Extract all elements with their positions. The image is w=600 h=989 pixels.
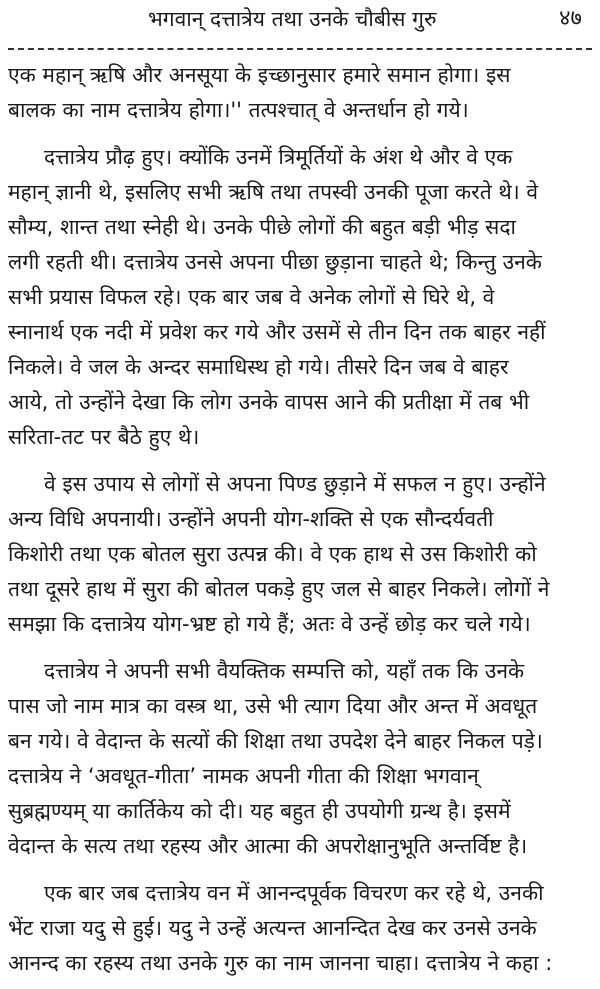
text-line: लगी रहती थी। दत्तात्रेय उनसे अपना पीछा छुड़ाना चाहते थे; किन्तु उनके — [8, 250, 542, 274]
text-line: सरिता-तट पर बैठे हुए थे। — [8, 425, 200, 449]
text-line: बालक का नाम दत्तात्रेय होगा।'' तत्पश्चात् वे अन्तर्धान हो गये। — [8, 98, 469, 122]
text-line: बन गये। वे वेदान्त के सत्यों की शिक्षा तथा उपदेश देने बाहर निकल पड़े। — [8, 729, 543, 753]
text-line: आनन्द का रहस्य तथा उनके गुरु का नाम जानना चाहा। दत्तात्रेय ने कहा : — [8, 951, 553, 975]
text-line: भेंट राजा यदु से हुई। यदु ने उन्हें अत्यन्त आनन्दित देख कर उनसे उनके — [8, 916, 537, 940]
paragraph — [8, 58, 592, 128]
text-line: पास जो नाम मात्र का वस्त्र था, उसे भी त्याग दिया और अन्त में अवधूत — [8, 694, 538, 718]
text-line: सौम्य, शान्त तथा स्नेही थे। उनके पीछे लोगों की बहुत बड़ी भीड़ सदा — [8, 215, 516, 239]
text-line: तथा दूसरे हाथ में सुरा की बोतल पकड़े हुए जल से बाहर निकले। लोगों ने — [8, 577, 550, 601]
paragraph — [8, 876, 592, 981]
text-line: समझा कि दत्तात्रेय योग-भ्रष्ट हो गये हैं; अतः वे उन्हें छोड़ कर चले गये। — [8, 612, 531, 636]
text-line: सभी प्रयास विफल रहे। एक बार जब वे अनेक लोगों से घिरे थे, वे — [8, 285, 495, 309]
text-line: वेदान्त के सत्य तथा रहस्य और आत्मा की अपरोक्षानुभूति अन्तर्विष्ट है। — [8, 834, 528, 858]
body-text — [8, 58, 592, 981]
text-line: अन्य विधि अपनायी। उन्होंने अपनी योग-शक्ति से एक सौन्दर्यवती — [8, 507, 494, 531]
text-line: निकले। वे जल के अन्दर समाधिस्थ हो गये। तीसरे दिन जब वे बाहर — [8, 355, 509, 379]
page-header — [0, 0, 600, 42]
text-line: एक बार जब दत्तात्रेय वन में आनन्दपूर्वक विचरण कर रहे थे, उनकी — [44, 881, 544, 905]
text-line: आये, तो उन्होंने देखा कि लोग उनके वापस आने की प्रतीक्षा में तब भी — [8, 390, 530, 414]
text-line: दत्तात्रेय ने ‘अवधूत-गीता’ नामक अपनी गीता की शिक्षा भगवान् — [8, 764, 479, 788]
paragraph — [8, 467, 592, 642]
text-line: महान् ज्ञानी थे, इसलिए सभी ऋषि तथा तपस्वी उनकी पूजा करते थे। वे — [8, 180, 539, 204]
text-line: सुब्रह्मण्यम् या कार्तिकेय को दी। यह बहुत ही उपयोगी ग्रन्थ है। इसमें — [8, 799, 511, 823]
text-line: दत्तात्रेय ने अपनी सभी वैयक्तिक सम्पत्ति को, यहाँ तक कि उनके — [44, 659, 525, 683]
text-line: एक महान् ऋषि और अनसूया के इच्छानुसार हमारे समान होगा। इस — [8, 63, 511, 87]
text-line: स्नानार्थ एक नदी में प्रवेश कर गये और उसमें से तीन दिन तक बाहर नहीं — [8, 320, 546, 344]
running-title: भगवान् दत्तात्रेय तथा उनके चौबीस गुरु — [148, 7, 437, 31]
text-line: किशोरी तथा एक बोतल सुरा उत्पन्न की। वे एक हाथ से उस किशोरी को — [8, 542, 537, 566]
page-number: ४७ — [559, 6, 582, 31]
text-line: वे इस उपाय से लोगों से अपना पिण्ड छुड़ाने में सफल न हुए। उन्होंने — [44, 472, 546, 496]
paragraph — [8, 654, 592, 864]
paragraph — [8, 140, 592, 455]
text-line: दत्तात्रेय प्रौढ़ हुए। क्योंकि उनमें त्रिमूर्तियों के अंश थे और वे एक — [44, 145, 513, 169]
header-divider — [8, 48, 592, 50]
